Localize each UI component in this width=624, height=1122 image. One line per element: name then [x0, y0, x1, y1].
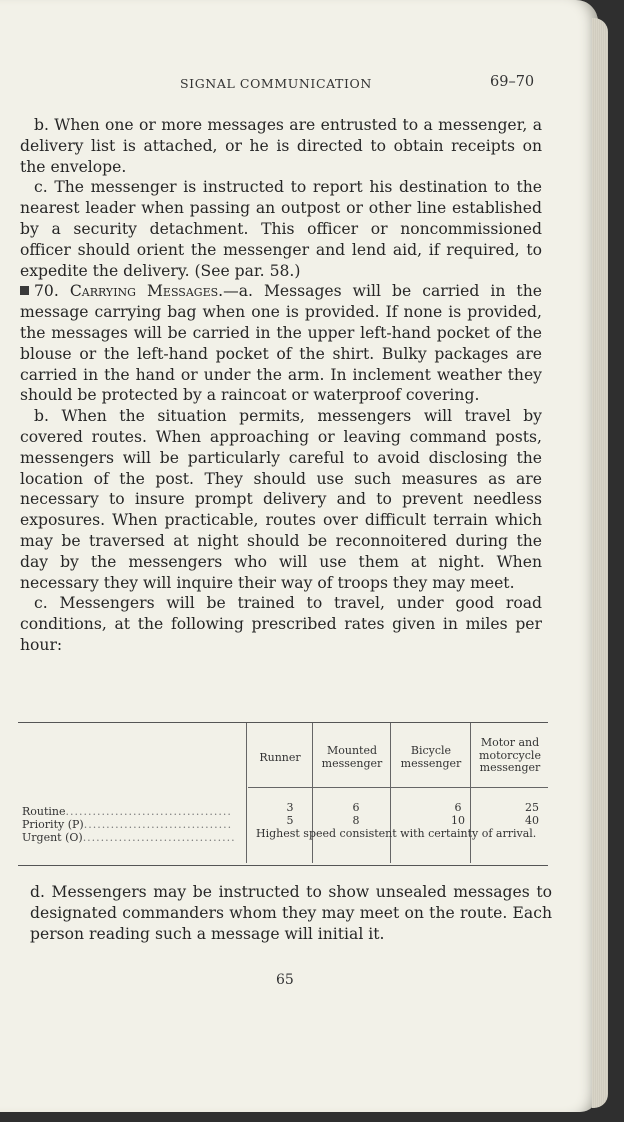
cell-routine-runner: 3	[286, 801, 294, 814]
body-text	[20, 115, 542, 656]
paragraph-70c: c. Messengers will be trained to travel, under good road conditions, at the following prescribed rates given in miles per hour:	[20, 594, 542, 654]
page-range: 69–70	[490, 74, 535, 90]
table-rule	[390, 723, 391, 863]
running-head	[0, 76, 560, 98]
paragraph-70a-text: —a. Messages will be carried in the message carrying bag when one is provided. If none is provided, the messages will be carried in the upper left-hand pocket of the blouse or the left-hand pocket of the shirt. Bulky packages are carried in the hand or under the arm. In inclement weather they should be protected by a raincoat or waterproof covering.	[20, 282, 542, 405]
cell-routine-bicycle: 6	[454, 801, 462, 814]
page-number: 65	[276, 972, 294, 988]
section-70-paragraph-a	[20, 281, 542, 406]
header-bicycle: Bicycle messenger	[400, 744, 462, 770]
cell-priority-mounted: 8	[352, 814, 360, 827]
cell-priority-motor: 40	[525, 814, 539, 827]
header-motor: Motor and motorcycle messenger	[479, 736, 541, 774]
table-rule	[470, 723, 471, 863]
row-label-urgent: Urgent (O)..................................	[22, 831, 236, 844]
header-runner: Runner	[259, 751, 301, 764]
header-mounted: Mounted messenger	[321, 744, 383, 770]
body-text-bottom	[30, 882, 552, 944]
paragraph-70b: b. When the situation permits, messengers will travel by covered routes. When approaching or leaving command posts, messengers will be particularly careful to avoid disclosing the location of the post. They should use such measures as are necessary to insure prompt delivery and to prevent needless exposures. When practicable, routes over difficult terrain which may be traversed at night should be reconnoitered during the day by the messengers who will use them at night. When necessary they will inquire their way of troops they may meet.	[20, 407, 542, 592]
cell-routine-motor: 25	[525, 801, 539, 814]
cell-urgent-text: Highest speed consistent with certainty of arrival.	[256, 827, 537, 840]
section-heading: Carrying Messages.	[69, 282, 224, 301]
paragraph-69b: b. When one or more messages are entrusted to a messenger, a delivery list is attached, or he is directed to obtain receipts on the envelope.	[20, 116, 542, 176]
table-rule	[312, 723, 313, 863]
running-title: SIGNAL COMMUNICATION	[180, 76, 372, 91]
cell-priority-bicycle: 10	[451, 814, 465, 827]
section-marker-icon	[20, 286, 29, 295]
page-edges	[592, 18, 608, 1108]
row-label-priority: Priority (P).................................	[22, 818, 233, 831]
table-header-rule	[248, 787, 548, 788]
paragraph-70d: d. Messengers may be instructed to show unsealed messages to designated commanders whom they may meet on the route. Each person reading such a message will initial it.	[30, 883, 552, 943]
messenger-rates-table	[18, 722, 548, 866]
row-label-routine: Routine.....................................	[22, 805, 232, 818]
section-number: 70.	[34, 282, 59, 301]
cell-priority-runner: 5	[286, 814, 294, 827]
paragraph-69c: c. The messenger is instructed to report his destination to the nearest leader when passing an outpost or other line established by a security detachment. This officer or noncommissioned officer should orient the messenger and lend aid, if required, to expedite the delivery. (See par. 58.)	[20, 178, 542, 280]
cell-routine-mounted: 6	[352, 801, 360, 814]
